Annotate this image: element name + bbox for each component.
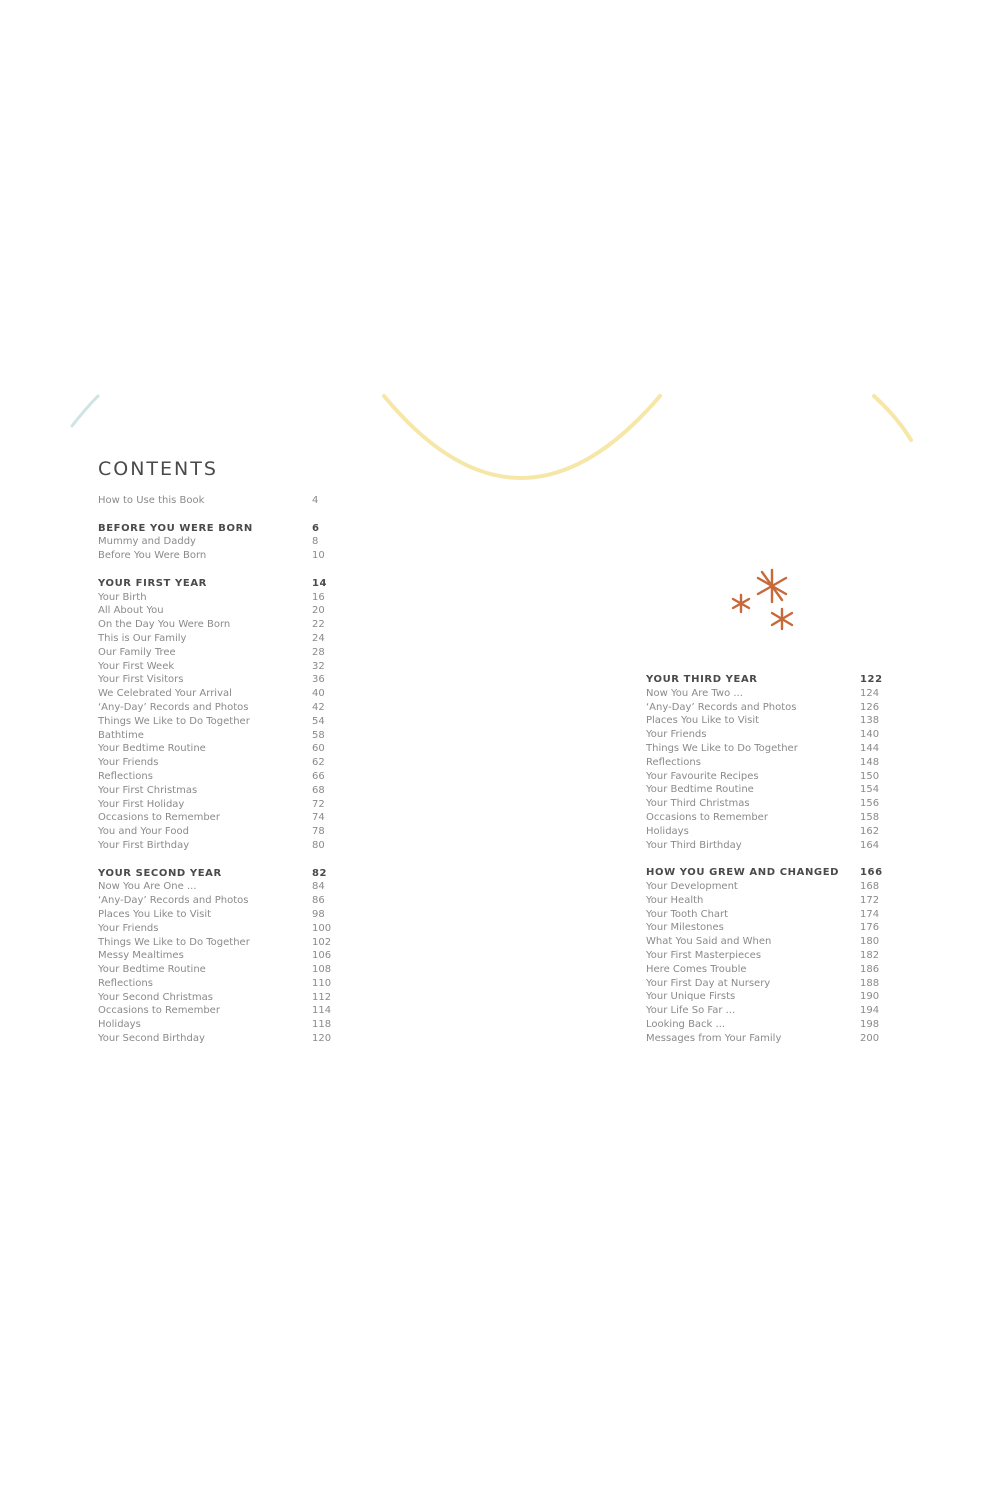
page-number: 98 — [312, 908, 325, 920]
section-heading: HOW YOU GREW AND CHANGED — [646, 867, 840, 879]
toc-section-heading — [646, 866, 882, 880]
toc-entry — [646, 783, 882, 797]
entry-title: Things We Like to Do Together — [98, 715, 250, 727]
page-number: 106 — [312, 950, 332, 962]
page-number: 4 — [312, 495, 319, 506]
page-number: 80 — [312, 839, 325, 851]
page-number: 140 — [860, 729, 880, 741]
page-number: 126 — [860, 701, 880, 713]
page-number: 182 — [860, 949, 880, 961]
entry-title: Your Birth — [98, 591, 147, 603]
star-small-right-icon — [772, 609, 792, 629]
page-number: 198 — [860, 1018, 880, 1030]
toc-entry — [646, 714, 882, 728]
toc-entry — [98, 535, 334, 549]
page-number: 10 — [312, 550, 325, 562]
toc-entry — [98, 811, 334, 825]
toc-entry — [646, 990, 882, 1004]
page-number: 108 — [312, 964, 332, 976]
entry-title: Before You Were Born — [98, 550, 207, 562]
page-number: 190 — [860, 991, 880, 1003]
toc-entry — [98, 922, 334, 936]
entry-title: Messy Mealtimes — [98, 950, 184, 962]
toc-entry — [646, 756, 882, 770]
page-number: 166 — [860, 867, 883, 879]
entry-title: Your First Week — [98, 660, 175, 672]
page-number: 68 — [312, 784, 325, 796]
page-number: 110 — [312, 977, 332, 989]
page-number: 188 — [860, 977, 880, 989]
page-number: 172 — [860, 894, 880, 906]
page-number: 148 — [860, 756, 880, 768]
toc-entry — [646, 742, 882, 756]
toc-intro — [98, 494, 334, 508]
toc-section — [98, 867, 334, 1046]
page-number: 22 — [312, 619, 325, 631]
entry-title: ‘Any-Day’ Records and Photos — [646, 701, 797, 713]
page-number: 144 — [860, 742, 880, 754]
entry-title: Your First Christmas — [98, 784, 198, 796]
section-heading: BEFORE YOU WERE BORN — [98, 522, 253, 534]
page-number: 174 — [860, 908, 880, 920]
page-number: 84 — [312, 881, 325, 893]
toc-entry — [646, 728, 882, 742]
entry-title: Your First Birthday — [98, 839, 190, 851]
toc-entry — [98, 1004, 334, 1018]
toc-entry — [98, 549, 334, 563]
toc-entry — [98, 784, 334, 798]
entry-title: Now You Are Two ... — [646, 687, 743, 699]
entry-title: Your Favourite Recipes — [646, 770, 759, 782]
toc-entry — [646, 687, 882, 701]
page-number: 120 — [312, 1033, 332, 1045]
toc-entry — [98, 494, 334, 508]
entry-title: Things We Like to Do Together — [98, 936, 250, 948]
entry-title: Your Friends — [98, 757, 159, 769]
entry-title: Your Bedtime Routine — [646, 784, 754, 796]
section-heading: YOUR FIRST YEAR — [98, 577, 207, 589]
toc-entry — [646, 839, 882, 853]
toc-section-heading — [98, 577, 334, 591]
page-number: 180 — [860, 936, 880, 948]
yellow-arc-middle — [384, 396, 660, 478]
toc-entry — [646, 977, 882, 991]
entry-title: Your Tooth Chart — [646, 908, 729, 920]
page-number: 138 — [860, 715, 880, 727]
entry-title: Reflections — [646, 756, 701, 768]
toc-section-heading — [98, 522, 334, 536]
toc-section — [98, 522, 334, 563]
page-number: 54 — [312, 715, 325, 727]
toc-entry — [98, 715, 334, 729]
toc-section-heading — [646, 673, 882, 687]
page-number: 164 — [860, 839, 880, 851]
entry-title: We Celebrated Your Arrival — [98, 688, 232, 700]
page-title: CONTENTS — [98, 458, 218, 480]
toc-entry — [98, 770, 334, 784]
toc-entry — [98, 756, 334, 770]
page-number: 176 — [860, 922, 880, 934]
entry-title: Occasions to Remember — [98, 812, 220, 824]
entry-title: This is Our Family — [98, 632, 187, 644]
page-number: 74 — [312, 812, 325, 824]
page-number: 112 — [312, 991, 332, 1003]
entry-title: Our Family Tree — [98, 646, 176, 658]
page-number: 20 — [312, 605, 325, 617]
entry-title: ‘Any-Day’ Records and Photos — [98, 701, 249, 713]
toc-entry — [98, 977, 334, 991]
page-number: 194 — [860, 1005, 880, 1017]
yellow-arc-right — [874, 396, 911, 440]
entry-title: Places You Like to Visit — [646, 715, 760, 727]
page-number: 24 — [312, 632, 325, 644]
toc-entry — [98, 632, 334, 646]
entry-title: Your Bedtime Routine — [98, 964, 206, 976]
toc-entry — [646, 880, 882, 894]
toc-entry — [98, 825, 334, 839]
page-number: 168 — [860, 880, 880, 892]
page-number: 66 — [312, 770, 325, 782]
page-number: 72 — [312, 798, 325, 810]
toc-entry — [646, 825, 882, 839]
page-number: 122 — [860, 674, 883, 685]
page-number: 102 — [312, 936, 332, 948]
page-number: 82 — [312, 867, 328, 879]
toc-entry — [646, 770, 882, 784]
entry-title: Your Second Birthday — [98, 1033, 205, 1045]
page-number: 58 — [312, 729, 325, 741]
page-number: 156 — [860, 798, 880, 810]
page-number: 8 — [312, 536, 319, 548]
page-number: 32 — [312, 660, 325, 672]
toc-section — [646, 866, 882, 1045]
section-heading: YOUR THIRD YEAR — [646, 674, 758, 685]
star-large-icon — [758, 570, 786, 602]
page-number: 28 — [312, 646, 325, 658]
entry-title: Your Life So Far ... — [646, 1005, 736, 1017]
toc-entry — [98, 660, 334, 674]
toc-entry — [646, 1004, 882, 1018]
entry-title: What You Said and When — [646, 936, 772, 948]
entry-title: Your Friends — [646, 729, 707, 741]
page-number: 6 — [312, 522, 320, 534]
toc-entry — [646, 935, 882, 949]
page-number: 14 — [312, 577, 328, 589]
toc-entry — [98, 687, 334, 701]
toc-section — [646, 673, 882, 852]
entry-title: Your Development — [646, 880, 738, 892]
entry-title: Places You Like to Visit — [98, 908, 212, 920]
entry-title: Your First Holiday — [98, 798, 185, 810]
toc-entry — [98, 936, 334, 950]
toc-entry — [646, 701, 882, 715]
entry-title: Your Milestones — [646, 922, 724, 934]
page-number: 40 — [312, 688, 325, 700]
page-number: 114 — [312, 1005, 332, 1017]
toc-entry — [98, 646, 334, 660]
entry-title: Your First Masterpieces — [646, 949, 762, 961]
toc-entry — [646, 908, 882, 922]
entry-title: Your Third Birthday — [646, 839, 742, 851]
toc-right-column — [646, 673, 882, 1046]
toc-entry — [98, 618, 334, 632]
toc-left-column — [98, 494, 334, 1046]
toc-entry — [646, 963, 882, 977]
toc-entry — [646, 921, 882, 935]
entry-title: Your Second Christmas — [98, 991, 213, 1003]
entry-title: ‘Any-Day’ Records and Photos — [98, 895, 249, 907]
entry-title: Your Third Christmas — [646, 798, 750, 810]
page-number: 100 — [312, 922, 332, 934]
entry-title: Reflections — [98, 977, 153, 989]
entry-title: On the Day You Were Born — [98, 619, 231, 631]
toc-entry — [646, 949, 882, 963]
entry-title: How to Use this Book — [98, 495, 205, 506]
page-number: 154 — [860, 784, 880, 796]
entry-title: Now You Are One ... — [98, 881, 197, 893]
entry-title: Holidays — [98, 1019, 141, 1031]
page-number: 158 — [860, 811, 880, 823]
toc-entry — [98, 742, 334, 756]
toc-entry — [98, 591, 334, 605]
toc-entry — [98, 701, 334, 715]
star-cluster-icon — [733, 570, 792, 629]
entry-title: Your Friends — [98, 922, 159, 934]
toc-entry — [98, 949, 334, 963]
entry-title: Reflections — [98, 770, 153, 782]
page-number: 118 — [312, 1019, 332, 1031]
entry-title: Looking Back ... — [646, 1018, 726, 1030]
toc-entry — [98, 1032, 334, 1046]
toc-entry — [98, 991, 334, 1005]
entry-title: Your First Day at Nursery — [646, 977, 771, 989]
toc-entry — [98, 798, 334, 812]
page-number: 150 — [860, 770, 880, 782]
entry-title: Your Bedtime Routine — [98, 743, 206, 755]
page-number: 78 — [312, 826, 325, 838]
page-number: 124 — [860, 687, 880, 699]
entry-title: You and Your Food — [98, 826, 189, 838]
page-number: 36 — [312, 674, 325, 686]
toc-section — [98, 577, 334, 853]
page-number: 186 — [860, 963, 880, 975]
entry-title: Your Health — [646, 894, 704, 906]
page-number: 42 — [312, 701, 325, 713]
toc-entry — [98, 908, 334, 922]
entry-title: Things We Like to Do Together — [646, 742, 798, 754]
toc-entry — [646, 894, 882, 908]
toc-section-heading — [98, 867, 334, 881]
blue-arc-left — [72, 396, 98, 426]
entry-title: Your Unique Firsts — [646, 991, 736, 1003]
entry-title: Occasions to Remember — [646, 811, 768, 823]
page-number: 62 — [312, 757, 325, 769]
toc-entry — [98, 963, 334, 977]
toc-entry — [98, 604, 334, 618]
entry-title: Your First Visitors — [98, 674, 184, 686]
page-number: 60 — [312, 743, 325, 755]
page-number: 86 — [312, 895, 325, 907]
entry-title: Messages from Your Family — [646, 1032, 782, 1044]
toc-entry — [646, 1018, 882, 1032]
toc-entry — [646, 797, 882, 811]
toc-entry — [98, 729, 334, 743]
toc-entry — [98, 839, 334, 853]
toc-entry — [98, 673, 334, 687]
page-number: 200 — [860, 1032, 880, 1044]
page-number: 162 — [860, 825, 880, 837]
entry-title: Mummy and Daddy — [98, 536, 196, 548]
entry-title: Occasions to Remember — [98, 1005, 220, 1017]
star-small-left-icon — [733, 595, 749, 612]
toc-entry — [646, 811, 882, 825]
page-number: 16 — [312, 591, 325, 603]
toc-entry — [98, 1018, 334, 1032]
toc-entry — [98, 894, 334, 908]
entry-title: Here Comes Trouble — [646, 963, 747, 975]
section-heading: YOUR SECOND YEAR — [98, 867, 222, 879]
toc-entry — [646, 1032, 882, 1046]
toc-entry — [98, 880, 334, 894]
entry-title: Bathtime — [98, 729, 144, 741]
entry-title: Holidays — [646, 825, 689, 837]
entry-title: All About You — [98, 605, 164, 617]
